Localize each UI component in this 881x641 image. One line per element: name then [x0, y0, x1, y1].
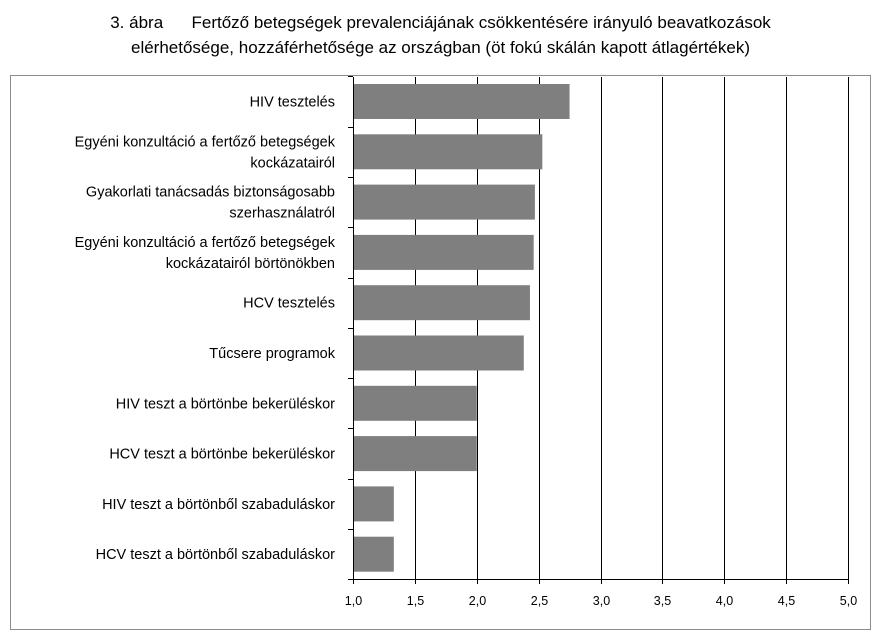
category-label-2-1: szerhasználatról: [229, 205, 335, 222]
bar-1: [353, 134, 542, 169]
category-label-6-0: HIV teszt a börtönbe bekerüléskor: [115, 396, 335, 413]
bar-9: [353, 537, 394, 572]
category-label-1-1: kockázatairól: [250, 155, 335, 172]
category-label-2-0: Gyakorlati tanácsadás biztonságosabb: [85, 184, 335, 201]
category-label-4-0: HCV tesztelés: [243, 295, 335, 312]
chart-title-line-2: elérhetősége, hozzáférhetősége az országban (öt fokú skálán kapott átlagértékek): [131, 38, 750, 57]
x-tick-label-8: 5,0: [839, 594, 858, 608]
x-tick-label-5: 3,5: [653, 594, 672, 608]
bar-7: [353, 436, 477, 471]
x-tick-label-6: 4,0: [715, 594, 734, 608]
x-tick-label-0: 1,0: [344, 594, 363, 608]
category-label-1-0: Egyéni konzultáció a fertőző betegségek: [74, 134, 335, 151]
bar-3: [353, 235, 534, 270]
category-label-3-1: kockázatairól börtönökben: [165, 255, 335, 272]
bar-0: [353, 84, 570, 119]
category-label-8-0: HIV teszt a börtönből szabaduláskor: [102, 496, 335, 513]
category-label-5-0: Tűcsere programok: [209, 346, 335, 362]
category-label-0-0: HIV tesztelés: [249, 94, 335, 111]
bar-2: [353, 185, 535, 220]
x-tick-label-7: 4,5: [777, 594, 796, 608]
bar-5: [353, 336, 524, 371]
bar-4: [353, 285, 530, 320]
x-tick-label-4: 3,0: [592, 594, 611, 608]
category-label-7-0: HCV teszt a börtönbe bekerüléskor: [109, 446, 335, 463]
bar-8: [353, 486, 394, 521]
category-label-9-0: HCV teszt a börtönből szabaduláskor: [95, 547, 335, 564]
x-tick-label-2: 2,0: [468, 594, 487, 608]
x-tick-label-3: 2,5: [530, 594, 549, 608]
x-tick-label-1: 1,5: [406, 594, 425, 608]
category-label-3-0: Egyéni konzultáció a fertőző betegségek: [74, 234, 335, 251]
bar-6: [353, 386, 477, 421]
chart-title-line-1: 3. ábra Fertőző betegségek prevalenciájának csökkentésére irányuló beavatkozások: [110, 13, 771, 32]
